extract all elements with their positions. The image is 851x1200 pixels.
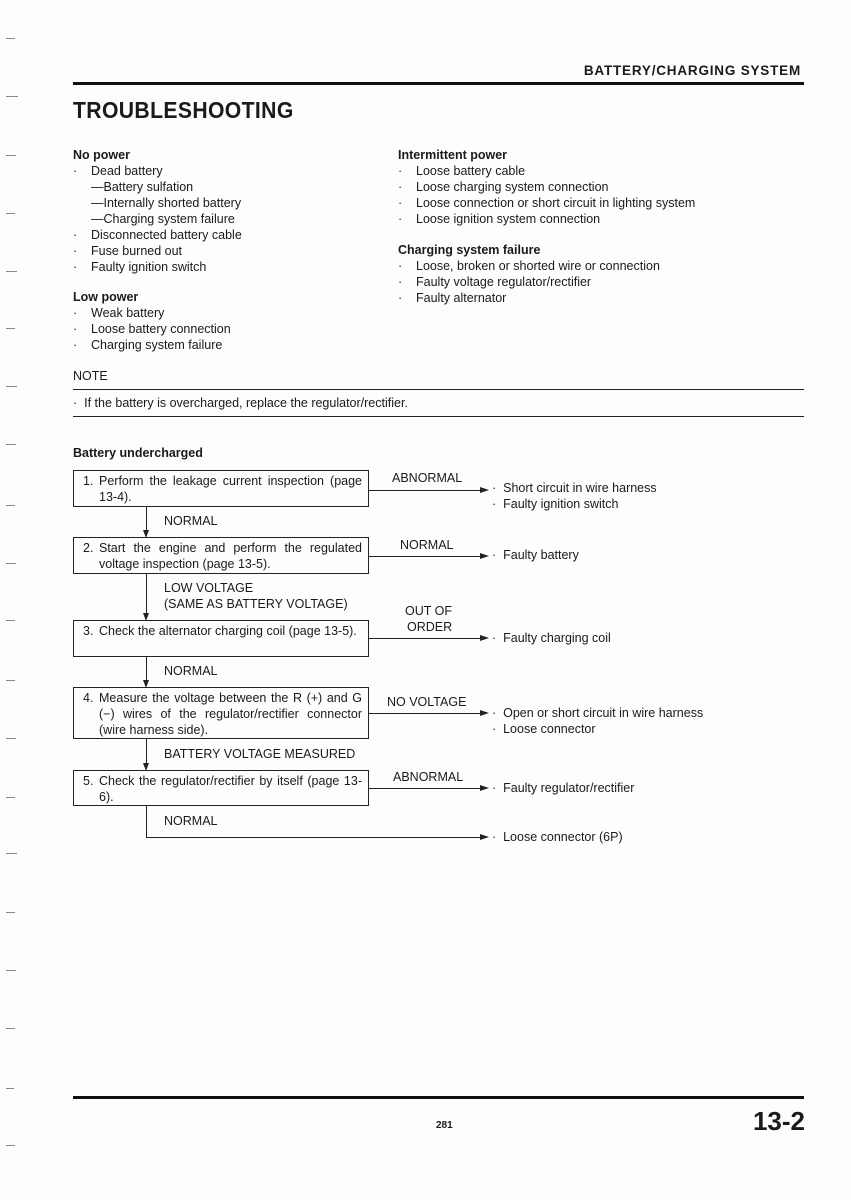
branch-label: ABNORMAL <box>392 471 463 485</box>
scan-margin-mark <box>6 1145 15 1146</box>
result-text: Faulty ignition switch <box>503 497 619 511</box>
note-label: NOTE <box>73 369 108 383</box>
scan-margin-mark <box>6 96 18 97</box>
result-item: · Short circuit in wire harness <box>492 481 657 495</box>
bullet-icon: · <box>398 291 403 305</box>
scan-margin-mark <box>6 680 15 681</box>
result-text: Faulty battery <box>503 548 579 562</box>
list-item: Faulty ignition switch <box>91 260 207 274</box>
symptom-low-power <box>73 290 373 354</box>
bullet-icon: · <box>398 180 403 194</box>
step-text: Check the regulator/rectifier by itself (page 13-6). <box>99 774 362 804</box>
symptom-heading: No power <box>73 148 130 162</box>
bullet-icon: · <box>398 164 403 178</box>
connector-label: NORMAL <box>164 664 218 678</box>
branch-line <box>369 638 480 639</box>
connector-label: NORMAL <box>164 514 218 528</box>
branch-label: OUT OF <box>405 604 452 618</box>
list-item: Disconnected battery cable <box>91 228 242 242</box>
final-line <box>146 837 480 838</box>
result-item: · Loose connector (6P) <box>492 830 623 844</box>
list-item: Loose ignition system connection <box>416 212 601 226</box>
scan-margin-mark <box>6 155 16 156</box>
symptom-heading: Low power <box>73 290 139 304</box>
result-text: Open or short circuit in wire harness <box>503 706 704 720</box>
arrow-icon <box>480 710 489 716</box>
branch-line <box>369 490 480 491</box>
bullet-icon: · <box>73 260 78 274</box>
bullet-icon: · <box>73 322 78 336</box>
list-subitem: —Battery sulfation <box>91 180 194 194</box>
list-subitem: —Charging system failure <box>91 212 235 226</box>
flow-connector <box>146 574 147 614</box>
scan-margin-mark <box>6 620 15 621</box>
list-item: Loose connection or short circuit in lighting system <box>416 196 696 210</box>
branch-line <box>369 713 480 714</box>
connector-label: NORMAL <box>164 814 218 828</box>
scan-margin-mark <box>6 271 17 272</box>
arrow-icon <box>480 785 489 791</box>
bullet-icon: · <box>398 259 403 273</box>
result-text: Short circuit in wire harness <box>503 481 657 495</box>
scan-margin-mark <box>6 328 15 329</box>
symptom-intermittent-power <box>398 148 798 228</box>
list-item: Weak battery <box>91 306 165 320</box>
step-number: 4. <box>83 691 94 705</box>
flow-connector <box>146 806 147 838</box>
list-item: Dead battery <box>91 164 163 178</box>
list-item: Fuse burned out <box>91 244 183 258</box>
connector-label: (SAME AS BATTERY VOLTAGE) <box>164 597 348 611</box>
list-item: Faulty voltage regulator/rectifier <box>416 275 592 289</box>
step-number: 2. <box>83 541 94 555</box>
step-text: Check the alternator charging coil (page 13-5). <box>99 624 357 638</box>
note-text <box>73 396 408 410</box>
bullet-icon: · <box>73 228 78 242</box>
step-text: Start the engine and perform the regulated voltage inspection (page 13-5). <box>99 541 362 571</box>
bullet-icon: · <box>73 338 78 352</box>
list-item: Loose charging system connection <box>416 180 609 194</box>
section-header: BATTERY/CHARGING SYSTEM <box>583 63 801 78</box>
result-item: · Faulty regulator/rectifier <box>492 781 635 795</box>
symptom-no-power <box>73 148 373 274</box>
arrow-icon <box>480 553 489 559</box>
scan-margin-mark <box>6 444 16 445</box>
scan-margin-mark <box>6 797 15 798</box>
step-number: 3. <box>83 624 94 638</box>
bullet-icon: · <box>73 396 85 410</box>
header-rule <box>73 82 804 85</box>
result-item: · Faulty ignition switch <box>492 497 619 511</box>
symptom-heading: Charging system failure <box>398 243 541 257</box>
list-item: Charging system failure <box>91 338 223 352</box>
flow-step-3 <box>73 620 369 657</box>
branch-label: NO VOLTAGE <box>387 695 467 709</box>
step-text: Perform the leakage current inspection (page 13-4). <box>99 474 362 504</box>
flow-connector <box>146 507 147 531</box>
connector-label: BATTERY VOLTAGE MEASURED <box>164 747 356 761</box>
flow-heading: Battery undercharged <box>73 446 203 460</box>
list-item: Loose battery cable <box>416 164 526 178</box>
note-body: If the battery is overcharged, replace the regulator/rectifier. <box>84 396 408 410</box>
flow-step-1 <box>73 470 369 507</box>
folio-number: 281 <box>436 1120 453 1131</box>
step-text: Measure the voltage between the R (+) and G (−) wires of the regulator/rectifier connector (wire harness side). <box>99 691 362 737</box>
arrow-icon <box>480 834 489 840</box>
result-text: Loose connector (6P) <box>503 830 623 844</box>
list-item: Faulty alternator <box>416 291 507 305</box>
scan-margin-mark <box>6 213 15 214</box>
flow-connector <box>146 739 147 764</box>
branch-label: ABNORMAL <box>393 770 464 784</box>
page-title: TROUBLESHOOTING <box>73 97 294 123</box>
bullet-icon: · <box>398 212 403 226</box>
result-item: · Loose connector <box>492 722 596 736</box>
connector-label: LOW VOLTAGE <box>164 581 254 595</box>
bullet-icon: · <box>73 244 78 258</box>
step-number: 5. <box>83 774 94 788</box>
scan-margin-mark <box>6 912 15 913</box>
flow-step-5 <box>73 770 369 806</box>
branch-label: ORDER <box>407 620 453 634</box>
branch-line <box>369 556 480 557</box>
list-item: Loose, broken or shorted wire or connection <box>416 259 660 273</box>
arrow-icon <box>480 635 489 641</box>
scan-margin-mark <box>6 1088 14 1089</box>
symptom-charging-failure <box>398 243 798 307</box>
arrow-icon <box>480 487 489 493</box>
scan-margin-mark <box>6 853 17 854</box>
scan-margin-mark <box>6 738 16 739</box>
result-item: · Faulty battery <box>492 548 579 562</box>
bullet-icon: · <box>398 196 403 210</box>
step-number: 1. <box>83 474 94 488</box>
scan-margin-mark <box>6 505 15 506</box>
list-subitem: —Internally shorted battery <box>91 196 242 210</box>
result-item: · Open or short circuit in wire harness <box>492 706 704 720</box>
page-number: 13-2 <box>752 1106 805 1136</box>
scan-margin-mark <box>6 970 16 971</box>
note-rule <box>73 416 804 417</box>
bullet-icon: · <box>73 306 78 320</box>
scan-margin-mark <box>6 38 15 39</box>
result-text: Loose connector <box>503 722 596 736</box>
scan-margin-mark <box>6 1028 15 1029</box>
branch-label: NORMAL <box>400 538 454 552</box>
flow-step-2 <box>73 537 369 574</box>
branch-line <box>369 788 480 789</box>
bullet-icon: · <box>73 164 78 178</box>
note-rule <box>73 389 804 390</box>
flow-step-4 <box>73 687 369 739</box>
list-item: Loose battery connection <box>91 322 231 336</box>
bullet-icon: · <box>398 275 403 289</box>
result-text: Faulty regulator/rectifier <box>503 781 635 795</box>
footer-rule <box>73 1096 804 1099</box>
result-item: · Faulty charging coil <box>492 631 611 645</box>
scan-margin-mark <box>6 386 17 387</box>
result-text: Faulty charging coil <box>503 631 611 645</box>
scan-margin-mark <box>6 563 16 564</box>
flow-connector <box>146 657 147 681</box>
symptom-heading: Intermittent power <box>398 148 508 162</box>
